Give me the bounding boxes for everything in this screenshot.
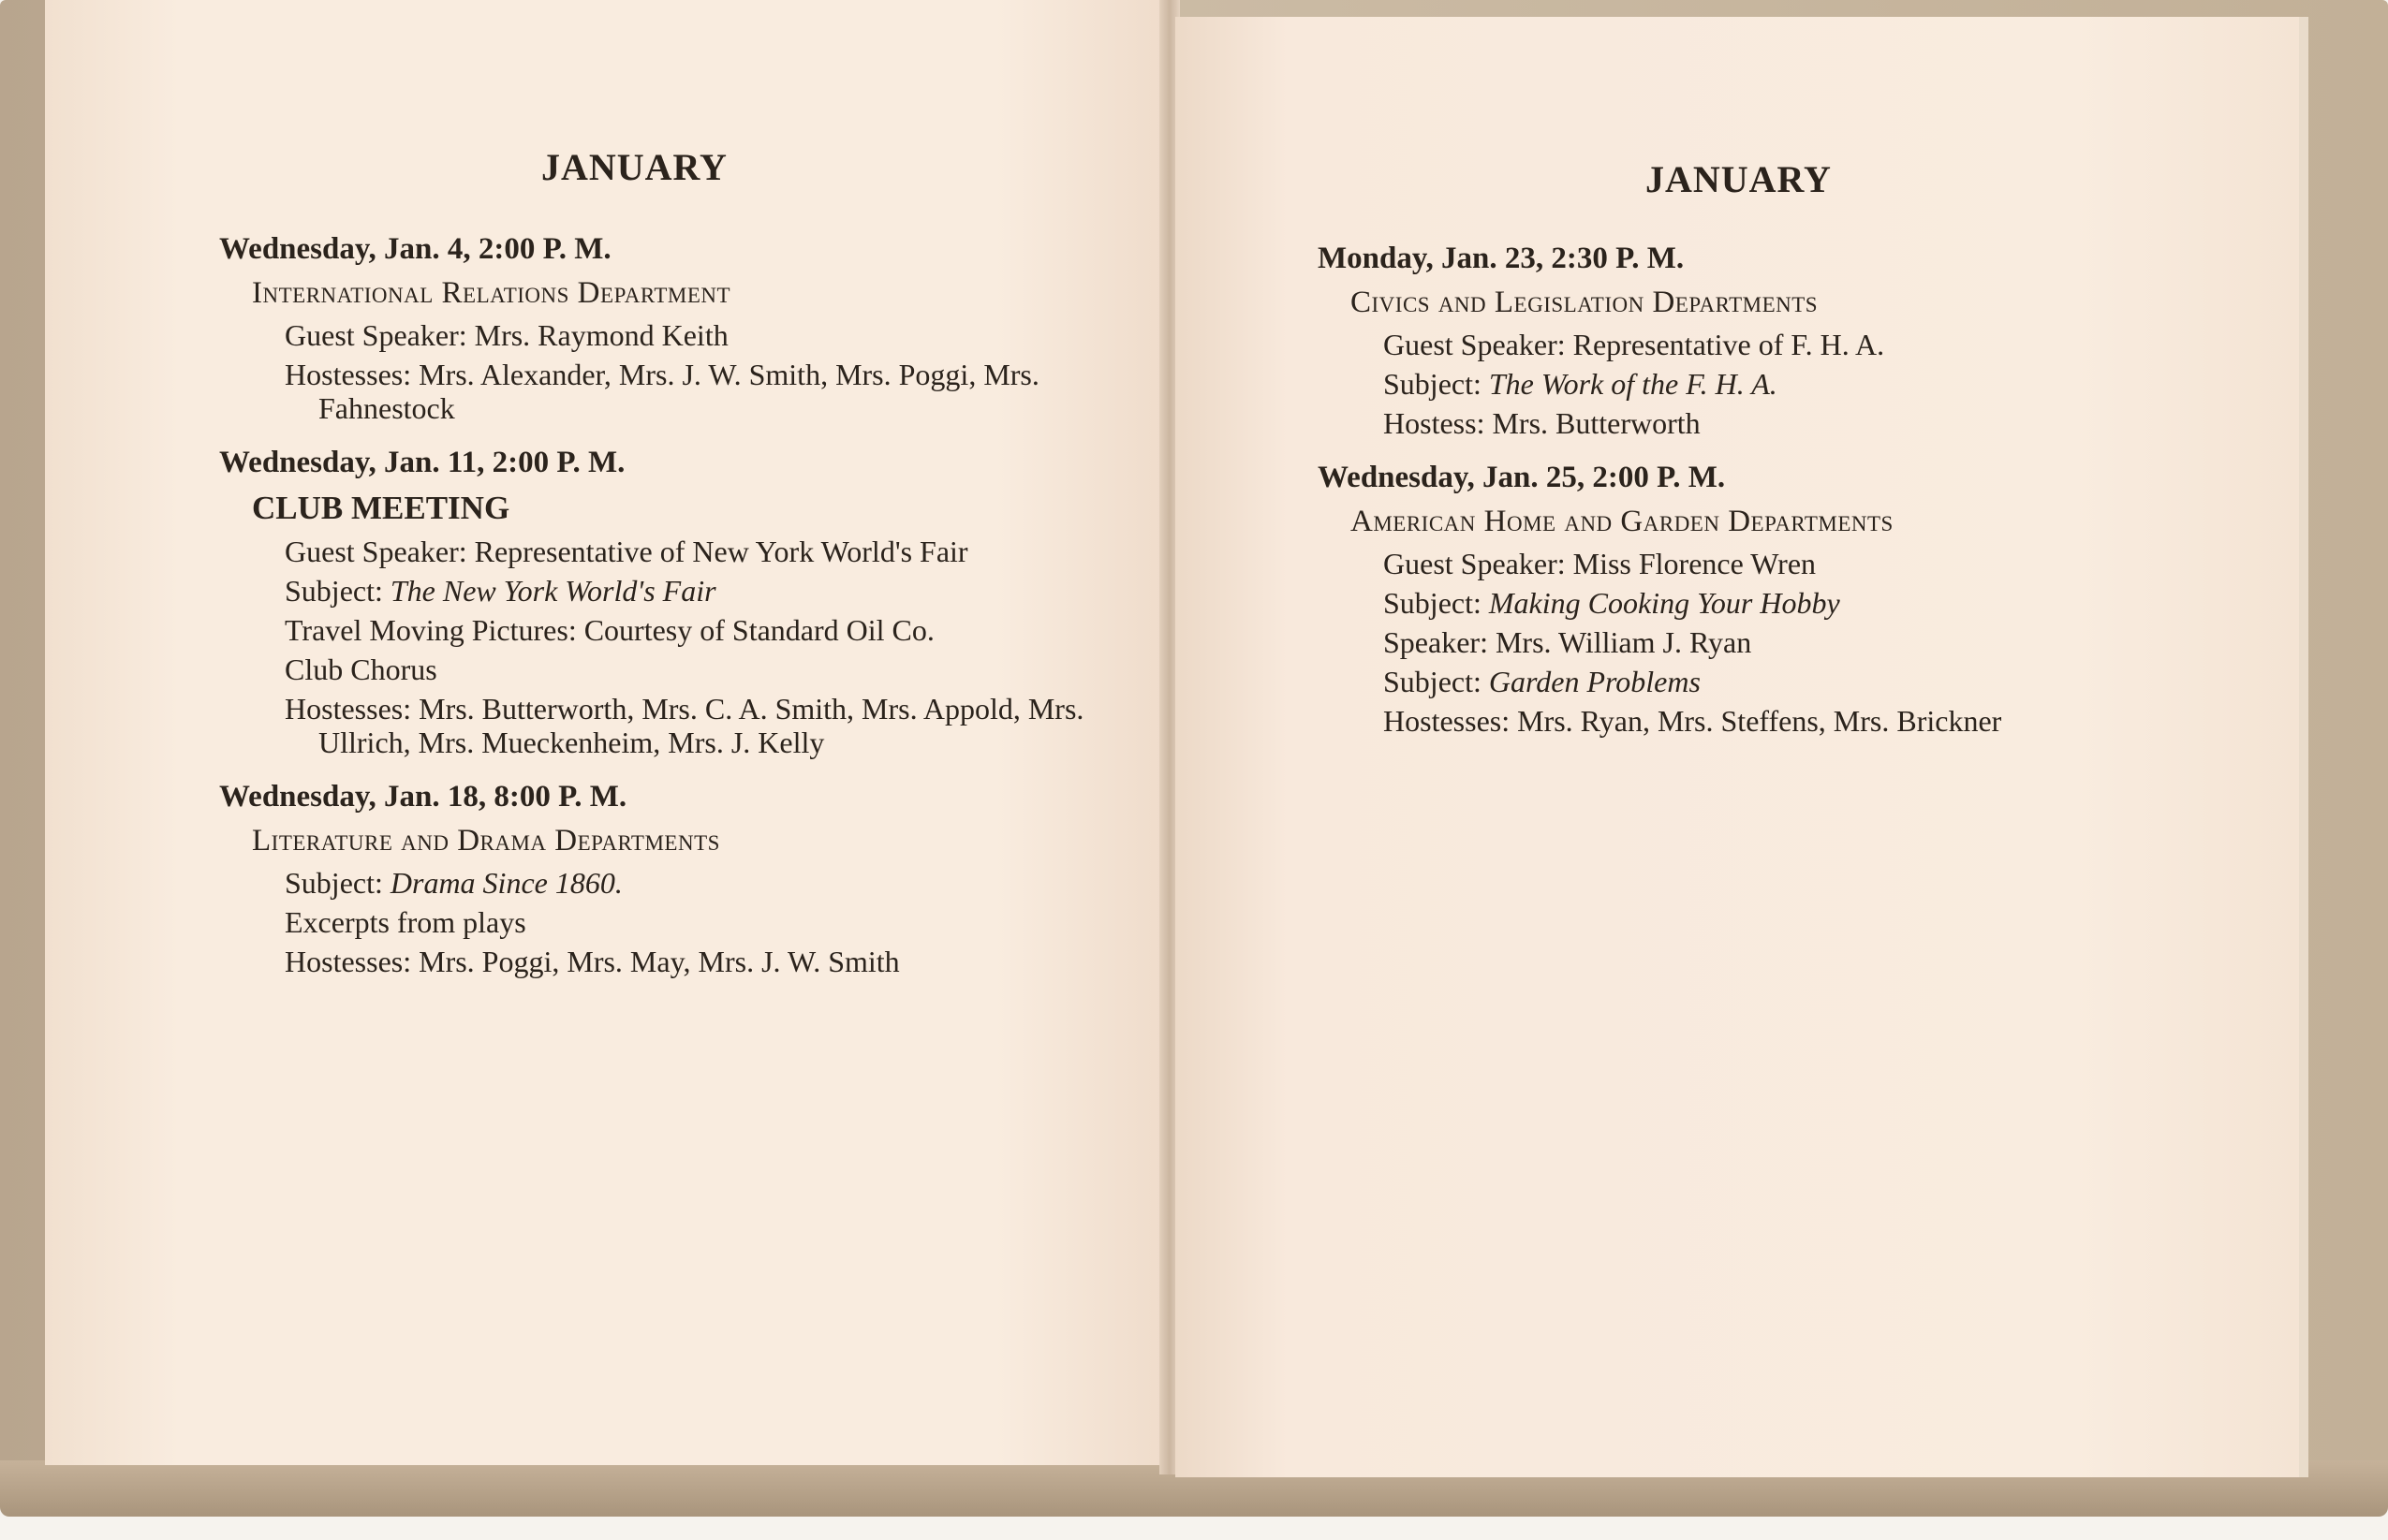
page-title: JANUARY: [1645, 158, 1832, 200]
event-line: [285, 692, 1118, 759]
line-label: Subject:: [285, 574, 383, 608]
event-date: Wednesday, Jan. 4, 2:00 P. M.: [219, 232, 612, 266]
right-page: [1175, 17, 2308, 1477]
line-text: Mrs. Raymond Keith: [474, 318, 729, 352]
line-label: Guest Speaker:: [1383, 547, 1566, 580]
event-department: International Relations Department: [252, 276, 731, 310]
event-line: [285, 574, 1118, 608]
line-italic: The Work of the F. H. A.: [1488, 367, 1777, 401]
line-text: Mrs. Alexander, Mrs. J. W. Smith, Mrs. Poggi, Mrs. Fahnestock: [318, 358, 1039, 425]
event-club-meeting: CLUB MEETING: [252, 490, 510, 526]
event-line: [285, 358, 1118, 425]
line-label: Guest Speaker:: [285, 318, 467, 352]
line-italic: Making Cooking Your Hobby: [1488, 586, 1840, 620]
event-line: [1383, 406, 2254, 440]
event-line: [285, 318, 1118, 352]
line-text: Mrs. Poggi, Mrs. May, Mrs. J. W. Smith: [419, 945, 900, 978]
line-text: Representative of New York World's Fair: [474, 535, 968, 568]
event-line: [1383, 704, 2254, 738]
line-label: Hostesses:: [285, 945, 412, 978]
line-text: Mrs. William J. Ryan: [1495, 625, 1752, 659]
left-page: [45, 0, 1164, 1465]
line-label: Speaker:: [1383, 625, 1488, 659]
line-text: Miss Florence Wren: [1572, 547, 1817, 580]
line-text: Courtesy of Standard Oil Co.: [583, 613, 935, 647]
line-label: Subject:: [1383, 586, 1481, 620]
event-department: Literature and Drama Departments: [252, 824, 720, 858]
event-line: [1383, 665, 2254, 698]
line-text: Mrs. Butterworth, Mrs. C. A. Smith, Mrs. Appold, Mrs. Ullrich, Mrs. Mueckenheim, Mrs. J. Kelly: [318, 692, 1084, 759]
event-department: American Home and Garden Departments: [1350, 505, 1894, 538]
line-italic: Garden Problems: [1488, 665, 1701, 698]
line-label: Hostesses:: [285, 358, 412, 391]
event-date: Wednesday, Jan. 18, 8:00 P. M.: [219, 780, 627, 814]
event-line: [285, 866, 1118, 900]
event-line: [285, 905, 1118, 939]
event-jan-11: [219, 446, 1118, 759]
event-line: [285, 653, 1118, 686]
event-line: [1383, 586, 2254, 620]
right-page-content: [1318, 242, 2254, 758]
event-jan-4: [219, 232, 1118, 425]
event-jan-18: [219, 780, 1118, 978]
event-date: Monday, Jan. 23, 2:30 P. M.: [1318, 242, 1685, 275]
line-label: Subject:: [1383, 367, 1481, 401]
event-line: [285, 535, 1118, 568]
line-text: Club Chorus: [285, 653, 437, 686]
event-jan-25: [1318, 461, 2254, 738]
event-line: [1383, 367, 2254, 401]
line-text: Representative of F. H. A.: [1572, 328, 1885, 361]
left-page-content: [219, 232, 1118, 999]
line-label: Hostesses:: [285, 692, 412, 726]
line-label: Travel Moving Pictures:: [285, 613, 577, 647]
line-label: Guest Speaker:: [285, 535, 467, 568]
line-label: Subject:: [1383, 665, 1481, 698]
line-text: Excerpts from plays: [285, 905, 526, 939]
event-department: Civics and Legislation Departments: [1350, 286, 1819, 319]
line-label: Hostesses:: [1383, 704, 1511, 738]
page-title: JANUARY: [541, 146, 728, 188]
line-text: Mrs. Butterworth: [1492, 406, 1701, 440]
event-line: [285, 945, 1118, 978]
event-line: [1383, 547, 2254, 580]
line-label: Guest Speaker:: [1383, 328, 1566, 361]
line-label: Subject:: [285, 866, 383, 900]
line-italic: The New York World's Fair: [390, 574, 716, 608]
event-date: Wednesday, Jan. 11, 2:00 P. M.: [219, 446, 626, 479]
event-line: [285, 613, 1118, 647]
line-text: Mrs. Ryan, Mrs. Steffens, Mrs. Brickner: [1517, 704, 2002, 738]
event-date: Wednesday, Jan. 25, 2:00 P. M.: [1318, 461, 1726, 494]
event-line: [1383, 625, 2254, 659]
event-line: [1383, 328, 2254, 361]
line-italic: Drama Since 1860.: [390, 866, 623, 900]
line-label: Hostess:: [1383, 406, 1485, 440]
event-jan-23: [1318, 242, 2254, 440]
